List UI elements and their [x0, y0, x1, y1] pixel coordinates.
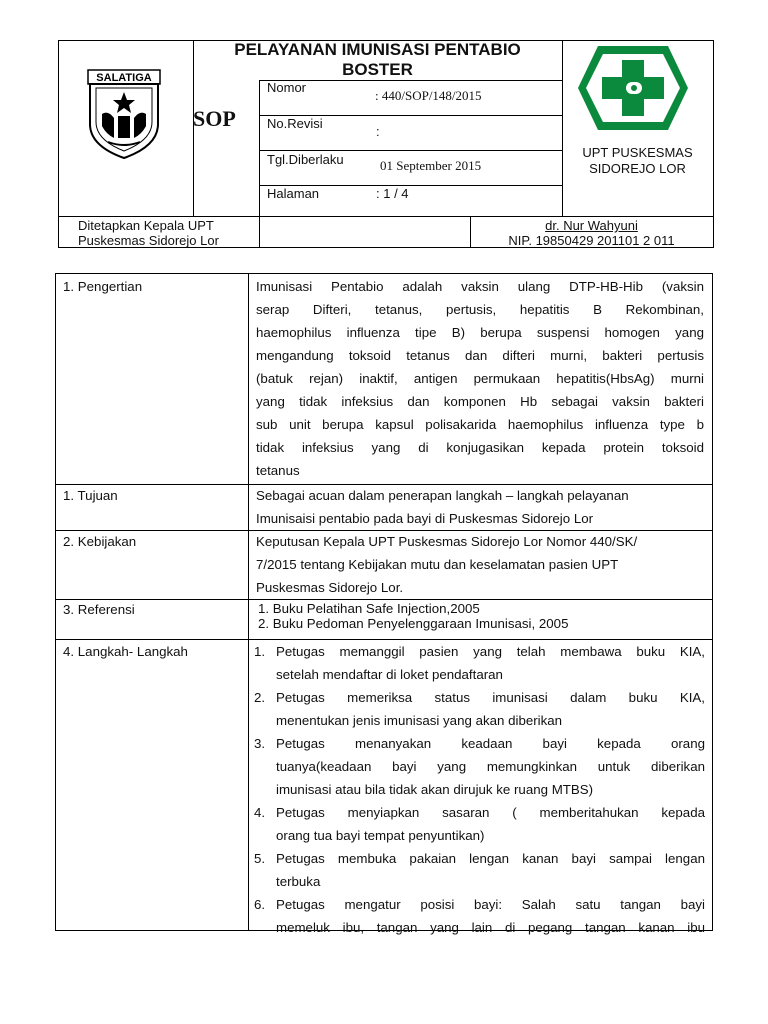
svg-text:SALATIGA: SALATIGA: [96, 72, 152, 84]
field-value-tgl: 01 September 2015: [380, 158, 482, 173]
list-item: 1. Buku Pelatihan Safe Injection,2005: [258, 601, 480, 616]
list-item: 2. Buku Pedoman Penyelenggaraan Imunisasi, 2005: [258, 616, 569, 631]
sop-label: SOP: [193, 106, 236, 131]
field-label-tgl: Tgl.Diberlaku: [267, 152, 344, 167]
puskesmas-logo-icon: [576, 44, 690, 134]
list-item: 6. Petugas mengatur posisi bayi: Salah satu tangan bayi memeluk ibu, tangan yang lain di pegang tangan kanan ibu: [254, 897, 705, 935]
salatiga-emblem-icon: [78, 66, 170, 160]
org-name: UPT PUSKESMAS SIDOREJO LOR: [582, 145, 693, 176]
label-kebijakan: 2. Kebijakan: [63, 534, 137, 549]
signer: dr. Nur Wahyuni NIP. 19850429 201101 2 011: [508, 218, 675, 248]
list-item: 5. Petugas membuka pakaian lengan kanan bayi sampai lengan terbuka: [254, 851, 705, 889]
list-item: 4. Petugas menyiapkan sasaran ( memberitahukan kepada orang tua bayi tempat penyuntikan): [254, 805, 705, 843]
list-item: 1. Petugas memanggil pasien yang telah membawa buku KIA, setelah mendaftar di loket pendaftaran: [254, 644, 705, 682]
set-by: Ditetapkan Kepala UPT Puskesmas Sidorejo Lor: [78, 218, 219, 248]
list-referensi: [258, 601, 706, 631]
list-item: 2. Petugas memeriksa status imunisasi dalam buku KIA, menentukan jenis imunisasi yang akan diberikan: [254, 690, 705, 728]
label-pengertian: 1. Pengertian: [63, 279, 143, 294]
field-value-halaman: : 1 / 4: [376, 186, 409, 201]
label-referensi: 3. Referensi: [63, 602, 135, 617]
text-pengertian: Imunisasi Pentabio adalah vaksin ulang DTP-HB-Hib (vaksin serap Difteri, tetanus, pertusis, hepatitis B Rekombinan, haemophilus influenza tipe B) berupa suspensi homogen yang mengandung toksoid tetanus dan difteri murni, bakteri pertusis (batuk rejan) inaktif, antigen permukaan hepatitis(HbsAg) murni yang tidak infeksius dan komponen Hb sebagai vaksin bakteri sub unit berupa kapsul polisakarida haemophilus influenza type b tidak infeksius yang di konjugasikan kepada protein toksoid tetanus: [256, 279, 704, 478]
list-langkah: [254, 640, 705, 939]
field-value-nomor: : 440/SOP/148/2015: [375, 88, 482, 103]
field-label-halaman: Halaman: [267, 186, 320, 201]
field-label-nomor: Nomor: [267, 80, 307, 95]
text-tujuan: Sebagai acuan dalam penerapan langkah – langkah pelayanan Imunisaisi pentabio pada bayi di Puskesmas Sidorejo Lor: [256, 488, 629, 526]
label-tujuan: 1. Tujuan: [63, 488, 118, 503]
label-langkah: 4. Langkah- Langkah: [63, 644, 188, 659]
page-title: PELAYANAN IMUNISASI PENTABIO BOSTER: [234, 40, 521, 79]
text-kebijakan: Keputusan Kepala UPT Puskesmas Sidorejo Lor Nomor 440/SK/ 7/2015 tentang Kebijakan mutu dan keselamatan pasien UPT Puskesmas Sidorejo Lor.: [256, 534, 638, 595]
field-value-revisi: :: [376, 124, 380, 139]
field-label-revisi: No.Revisi: [267, 116, 323, 131]
list-item: 3. Petugas menanyakan keadaan bayi kepada orang tuanya(keadaan bayi yang memungkinkan untuk diberikan imunisasi atau bila tidak akan dirujuk ke ruang MTBS): [254, 736, 705, 797]
